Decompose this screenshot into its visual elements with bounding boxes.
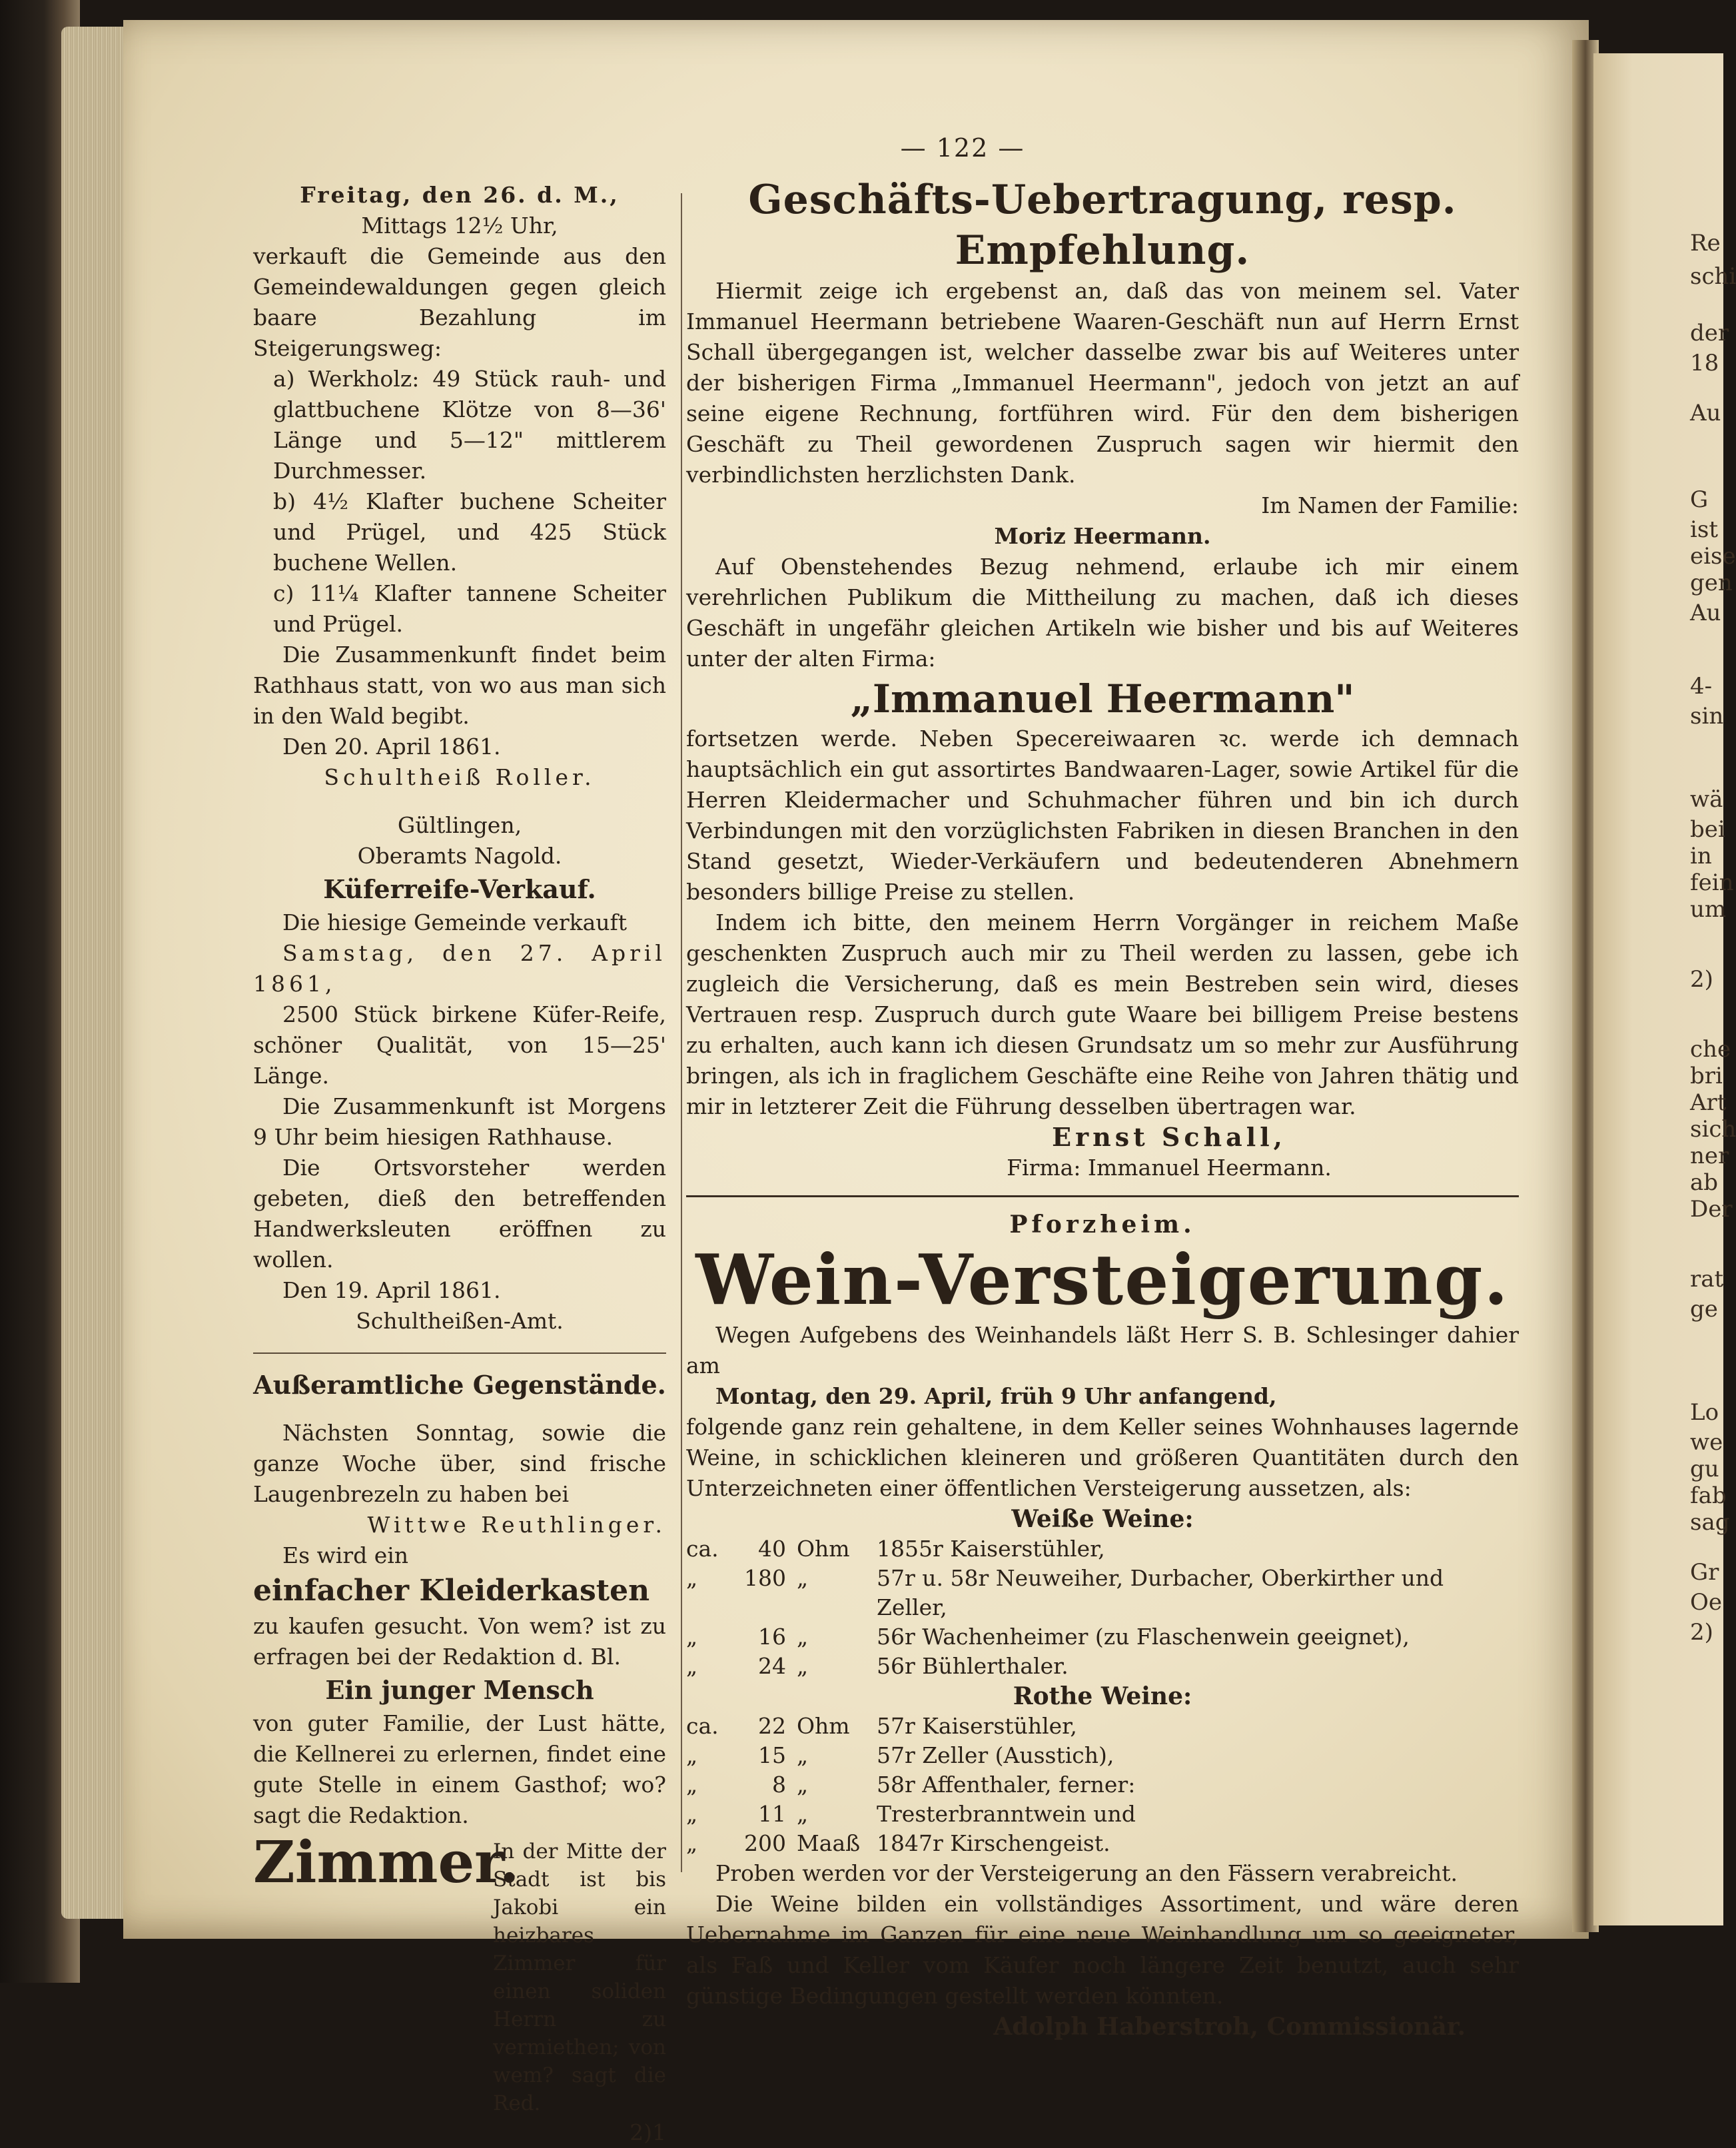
hoop-line2: Samstag, den 27. April 1861, [253, 940, 666, 997]
wine-place: Pforzheim. [1009, 1211, 1196, 1239]
transfer-para1: Hiermit zeige ich ergebenst an, daß das von meinem sel. Vater Immanuel Heermann betriebene Waaren-Geschäft nun auf Herrn Ernst Schall übergegangen ist, welcher dasselbe zwar bis auf Weiteres unter der bisherigen Firma „Immanuel Heermann", jedoch von jetzt an auf seine eigene Rechnung, fortführen wird. Für den dem bisherigen Geschäft zu Theil gewordenen Zuspruch sagen wir hiermit den verbindlichsten herzlichsten Dank. [686, 278, 1519, 488]
auction-item-c: c) 11¼ Klafter tannene Scheiter und Prügel. [273, 580, 666, 637]
next-page-text: 4- [1690, 673, 1713, 700]
auction-day: Freitag, den 26. d. M., [300, 182, 620, 208]
red-wine-description: Tresterbranntwein und [877, 1801, 1136, 1827]
auction-signature: Schultheiß Roller. [324, 764, 596, 790]
red-wines-list [686, 1712, 1519, 1858]
white-wine-row [686, 1564, 1519, 1622]
hoop-district: Oberamts Nagold. [357, 843, 562, 869]
white-wine-quantity: 24 [758, 1653, 786, 1679]
transfer-signature1: Moriz Heermann. [994, 523, 1211, 549]
next-page-text: Lo [1690, 1399, 1719, 1426]
red-wine-qualifier: ca. [686, 1713, 719, 1739]
hoop-place: Gültlingen, [397, 812, 522, 838]
young-man-title: Ein junger Mensch [325, 1675, 594, 1705]
auction-meeting: Die Zusammenkunft findet beim Rathhaus statt, von wo aus man sich in den Wald begibt. [253, 642, 666, 729]
white-wine-unit: Ohm [797, 1536, 850, 1562]
transfer-para4: Indem ich bitte, den meinem Herrn Vorgänger in reichem Maße geschenkten Zuspruch auch mir zu Theil werden zu lassen, gebe ich zugleich die Versicherung, daß es mein Bestreben sein wird, dieses Vertrauen resp. Zuspruch durch gute Waare bei billigem Preise bestens zu erhalten, auch kann ich diesen Grundsatz um so mehr zur Ausführung bringen, als ich in fraglichem Geschäfte eine Reihe von Jahren thätig und mir in letzterer Zeit die Führung desselben übertragen war. [686, 909, 1519, 1119]
young-man-body: von guter Familie, der Lust hätte, die Kellnerei zu erlernen, findet eine gute Stelle in einem Gasthof; wo? sagt die Redaktion. [253, 1710, 666, 1828]
wardrobe-title: einfacher Kleiderkasten [253, 1574, 650, 1608]
pretzel-ad: Nächsten Sonntag, sowie die ganze Woche über, sind frische Laugenbrezeln zu haben bei [253, 1420, 666, 1507]
red-wine-unit: Ohm [797, 1713, 850, 1739]
hoop-title: Küferreife-Verkauf. [323, 874, 596, 904]
red-wine-unit: „ [797, 1742, 809, 1768]
next-page-text: sag [1690, 1509, 1730, 1536]
wardrobe-intro: Es wird ein [282, 1542, 409, 1568]
next-page-text: ist [1690, 516, 1718, 543]
page-number: — 122 — [900, 133, 1025, 163]
next-page-text: gu [1690, 1456, 1719, 1482]
red-wine-qualifier: „ [686, 1801, 698, 1827]
white-wine-quantity: 40 [758, 1536, 786, 1562]
red-wine-unit: „ [797, 1801, 809, 1827]
next-page-text: 2) [1690, 966, 1713, 993]
business-transfer-notice [686, 175, 1519, 1183]
white-wine-qualifier: „ [686, 1624, 698, 1650]
next-page-text: in [1690, 843, 1712, 869]
white-wine-description: 56r Bühlerthaler. [877, 1653, 1069, 1679]
next-page-text: wä [1690, 786, 1723, 813]
red-wine-description: 58r Affenthaler, ferner: [877, 1772, 1136, 1798]
room-body: In der Mitte der Stadt ist bis Jakobi ein heizbares Zimmer für einen soliden Herrn zu vermiethen; von wem? sagt die Red. [493, 1840, 666, 2115]
red-wines-title: Rothe Weine: [1013, 1682, 1192, 1710]
white-wine-quantity: 180 [744, 1565, 786, 1591]
hoop-meeting: Die Zusammenkunft ist Morgens 9 Uhr beim hiesigen Rathhause. [253, 1093, 666, 1150]
red-wine-row [686, 1712, 1519, 1741]
next-page-text: der [1690, 320, 1729, 346]
next-page-text: eise [1690, 543, 1736, 570]
red-wine-quantity: 8 [772, 1772, 786, 1798]
column-divider [681, 193, 682, 1872]
wine-auction-notice [686, 1209, 1519, 2042]
next-page-text: fein [1690, 869, 1734, 896]
red-wine-quantity: 22 [758, 1713, 786, 1739]
hoop-line3: 2500 Stück birkene Küfer-Reife, schöner Qualität, von 15—25' Länge. [253, 1001, 666, 1089]
room-ad [253, 1831, 666, 2117]
room-title: Zimmer. [253, 1829, 520, 1896]
next-page-text: Oe [1690, 1589, 1722, 1616]
next-page-text: G [1690, 486, 1709, 513]
next-page-text: um [1690, 896, 1727, 923]
transfer-signature2-firm: Firma: Immanuel Heermann. [1007, 1155, 1332, 1181]
pretzel-signature: Wittwe Reuthlinger. [367, 1512, 666, 1538]
hoop-date: Den 19. April 1861. [282, 1277, 501, 1303]
next-page-fragment [1593, 53, 1736, 1925]
white-wine-qualifier: ca. [686, 1536, 719, 1562]
next-page-text: 2) [1690, 1619, 1713, 1646]
wardrobe-body: zu kaufen gesucht. Von wem? ist zu erfragen bei der Redaktion d. Bl. [253, 1613, 666, 1670]
right-column [686, 133, 1519, 2042]
section-title: Außeramtliche Gegenstände. [253, 1370, 666, 1400]
red-wine-description: 1847r Kirschengeist. [877, 1830, 1110, 1856]
red-wine-quantity: 11 [758, 1801, 786, 1827]
next-page-text: Der [1690, 1196, 1733, 1223]
white-wine-description: 56r Wachenheimer (zu Flaschenwein geeignet), [877, 1624, 1410, 1650]
red-wine-unit: „ [797, 1772, 809, 1798]
white-wine-description: 1855r Kaiserstühler, [877, 1536, 1105, 1562]
next-page-text: we [1690, 1429, 1723, 1456]
red-wine-row [686, 1829, 1519, 1858]
left-column [253, 180, 666, 2148]
white-wine-quantity: 16 [758, 1624, 786, 1650]
white-wine-qualifier: „ [686, 1653, 698, 1679]
transfer-para2: Auf Obenstehendes Bezug nehmend, erlaube ich mir einem verehrlichen Publikum die Mittheilung zu machen, daß ich dieses Geschäft in ungefähr gleichen Artikeln wie bisher und bis auf Weiteres unter der alten Firma: [686, 554, 1519, 672]
room-mark: 2)1 [630, 2119, 666, 2145]
wine-para3: Proben werden vor der Versteigerung an den Fässern verabreicht. [715, 1860, 1458, 1886]
next-page-text: sich [1690, 1116, 1736, 1143]
next-page-text: bri [1690, 1063, 1723, 1089]
wood-auction-notice [253, 180, 666, 793]
hoop-line1: Die hiesige Gemeinde verkauft [282, 909, 628, 935]
non-official-section [253, 1370, 666, 2148]
next-page-text: ner [1690, 1143, 1729, 1169]
next-page-text: Art [1690, 1089, 1727, 1116]
transfer-title: Geschäfts-Uebertragung, resp. Empfehlung. [748, 177, 1457, 274]
white-wine-unit: „ [797, 1653, 809, 1679]
wine-date: Montag, den 29. April, früh 9 Uhr anfangend, [715, 1383, 1277, 1409]
next-page-text: ge [1690, 1296, 1718, 1323]
hoop-request: Die Ortsvorsteher werden gebeten, dieß den betreffenden Handwerksleuten eröffnen zu wollen. [253, 1155, 666, 1273]
white-wine-unit: „ [797, 1565, 809, 1591]
auction-time: Mittags 12½ Uhr, [361, 213, 558, 239]
red-wine-qualifier: „ [686, 1772, 698, 1798]
next-page-text: Re [1690, 230, 1721, 257]
wine-signature: Adolph Haberstroh, Commissionär. [993, 2013, 1466, 2041]
wine-para4: Die Weine bilden ein vollständiges Assortiment, und wäre deren Uebernahme im Ganzen für eine neue Weinhandlung um so geeigneter, als Faß und Keller vom Käufer noch längere Zeit benutzt, auch sehr günstige Bedingungen gestellt werden könnten. [686, 1891, 1519, 2009]
red-wine-description: 57r Kaiserstühler, [877, 1713, 1077, 1739]
white-wine-unit: „ [797, 1624, 809, 1650]
red-wine-quantity: 15 [758, 1742, 786, 1768]
red-wine-qualifier: „ [686, 1830, 698, 1856]
red-wine-unit: Maaß [797, 1830, 861, 1856]
red-wine-quantity: 200 [744, 1830, 786, 1856]
auction-date: Den 20. April 1861. [282, 734, 501, 760]
next-page-text: bei [1690, 816, 1725, 843]
red-wine-row [686, 1741, 1519, 1770]
next-page-text: schi [1690, 263, 1736, 290]
red-wine-row [686, 1800, 1519, 1829]
auction-body: verkauft die Gemeinde aus den Gemeindewaldungen gegen gleich baare Bezahlung im Steigerungsweg: [253, 243, 666, 361]
hoop-sale-notice [253, 810, 666, 1337]
white-wine-row [686, 1534, 1519, 1564]
transfer-para3: fortsetzen werde. Neben Specereiwaaren ꝛc. werde ich demnach hauptsächlich ein gut assortirtes Bandwaaren-Lager, sowie Artikel für die Herren Kleidermacher und Schuhmacher führen und bin ich durch Verbindungen mit den vorzüglichsten Fabriken in diesen Branchen in den Stand gesetzt, Wieder-Verkäufern und bedeutenderen Abnehmern besonders billige Preise zu stellen. [686, 726, 1519, 905]
transfer-signature2: Ernst Schall, [1052, 1122, 1286, 1152]
next-page-text: rat [1690, 1266, 1724, 1293]
next-page-text: fab [1690, 1482, 1727, 1509]
auction-item-a: a) Werkholz: 49 Stück rauh- und glattbuchene Klötze von 8—36' Länge und 5—12" mittlerem Durchmesser. [273, 366, 666, 484]
wine-title: Wein-Versteigerung. [695, 1239, 1510, 1321]
wine-para2: folgende ganz rein gehaltene, in dem Keller seines Wohnhauses lagernde Weine, in schicklichen kleineren und größeren Quantitäten durch den Unterzeichneten einer öffentlichen Versteigerung aussetzen, als: [686, 1414, 1519, 1501]
next-page-text: Gr [1690, 1559, 1719, 1586]
red-wine-description: 57r Zeller (Ausstich), [877, 1742, 1114, 1768]
next-page-text: sin [1690, 703, 1724, 730]
next-page-text: che [1690, 1036, 1731, 1063]
white-wine-row [686, 1652, 1519, 1681]
next-page-text: Au [1690, 600, 1721, 626]
red-wine-qualifier: „ [686, 1742, 698, 1768]
white-wine-qualifier: „ [686, 1565, 698, 1591]
red-wine-row [686, 1770, 1519, 1800]
white-wine-description: 57r u. 58r Neuweiher, Durbacher, Oberkirther und Zeller, [877, 1565, 1444, 1620]
firm-name: „Immanuel Heermann" [850, 676, 1355, 722]
auction-item-b: b) 4½ Klafter buchene Scheiter und Prügel, und 425 Stück buchene Wellen. [273, 488, 666, 576]
next-page-text: 18 [1690, 350, 1719, 376]
white-wines-list [686, 1534, 1519, 1681]
wine-para1: Wegen Aufgebens des Weinhandels läßt Herr S. B. Schlesinger dahier am [686, 1322, 1519, 1378]
next-page-text: Au [1690, 400, 1721, 426]
white-wine-row [686, 1622, 1519, 1652]
next-page-text: ab [1690, 1169, 1719, 1196]
transfer-family: Im Namen der Familie: [1261, 492, 1519, 518]
white-wines-title: Weiße Weine: [1011, 1505, 1194, 1533]
next-page-text: gen [1690, 570, 1733, 596]
hoop-signature: Schultheißen-Amt. [356, 1308, 564, 1334]
